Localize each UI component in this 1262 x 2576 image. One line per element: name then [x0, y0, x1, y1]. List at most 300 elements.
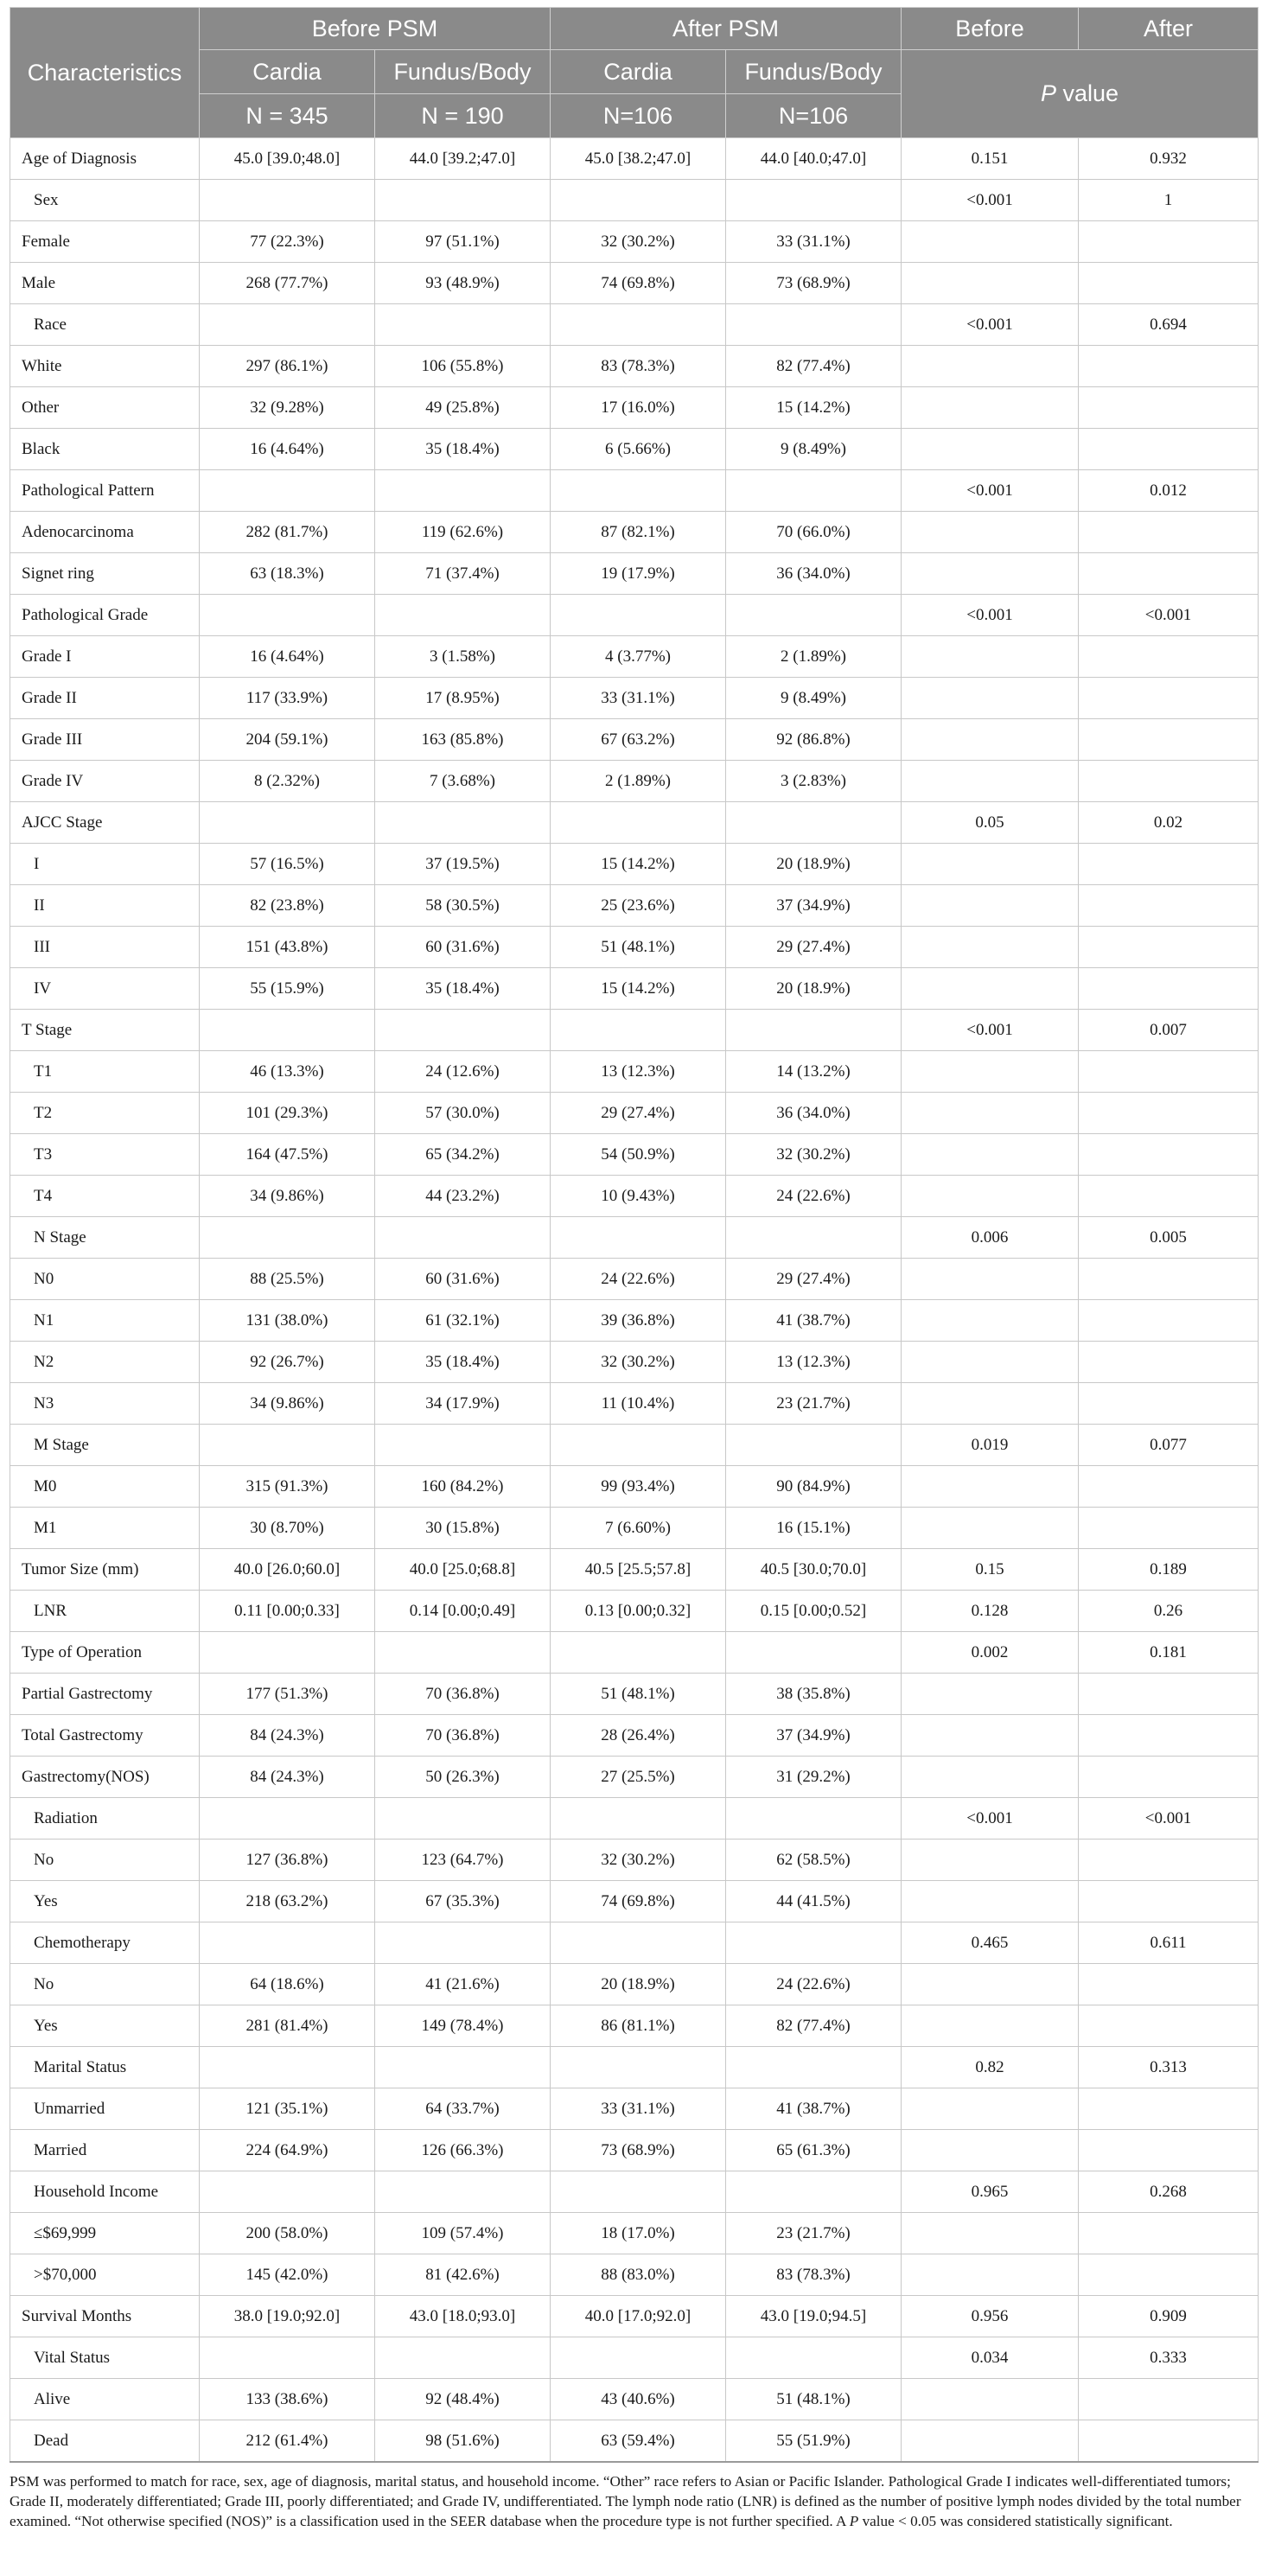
table-row — [10, 180, 1259, 221]
p-value-before — [902, 1259, 1079, 1300]
value-after-fundus — [726, 595, 902, 636]
value-before-fundus — [375, 1425, 551, 1466]
value-after-fundus: 82 (77.4%) — [726, 2005, 902, 2047]
table-row — [10, 470, 1259, 512]
p-value-before — [902, 221, 1079, 263]
table-row — [10, 263, 1259, 304]
value-after-cardia: 51 (48.1%) — [551, 927, 726, 968]
value-after-cardia: 32 (30.2%) — [551, 1342, 726, 1383]
value-before-fundus: 97 (51.1%) — [375, 221, 551, 263]
p-value-before — [902, 553, 1079, 595]
value-before-cardia — [200, 180, 375, 221]
p-value-after: 0.268 — [1079, 2171, 1259, 2213]
value-before-fundus: 70 (36.8%) — [375, 1715, 551, 1757]
table-row — [10, 927, 1259, 968]
p-value-after — [1079, 1176, 1259, 1217]
value-before-fundus: 65 (34.2%) — [375, 1134, 551, 1176]
value-after-fundus — [726, 1217, 902, 1259]
value-before-fundus: 17 (8.95%) — [375, 678, 551, 719]
value-before-cardia: 224 (64.9%) — [200, 2130, 375, 2171]
value-after-cardia — [551, 2047, 726, 2088]
header-p-value — [902, 50, 1259, 138]
value-after-fundus: 14 (13.2%) — [726, 1051, 902, 1093]
value-after-cardia: 39 (36.8%) — [551, 1300, 726, 1342]
header-after-psm: After PSM — [551, 8, 902, 50]
value-after-fundus: 70 (66.0%) — [726, 512, 902, 553]
p-value-before — [902, 387, 1079, 429]
value-after-cardia — [551, 1922, 726, 1964]
value-before-fundus: 64 (33.7%) — [375, 2088, 551, 2130]
value-before-fundus — [375, 2171, 551, 2213]
p-value-after — [1079, 1964, 1259, 2005]
table-row — [10, 1342, 1259, 1383]
value-after-fundus: 37 (34.9%) — [726, 885, 902, 927]
row-label: T Stage — [10, 1010, 200, 1051]
value-after-fundus: 44.0 [40.0;47.0] — [726, 138, 902, 180]
value-after-fundus: 24 (22.6%) — [726, 1964, 902, 2005]
value-after-fundus — [726, 802, 902, 844]
row-label: III — [10, 927, 200, 968]
p-value-before: <0.001 — [902, 1010, 1079, 1051]
value-after-fundus — [726, 2047, 902, 2088]
p-value-after — [1079, 719, 1259, 761]
p-value-before: 0.006 — [902, 1217, 1079, 1259]
header-fundus-before: Fundus/Body — [375, 50, 551, 94]
table-row — [10, 1425, 1259, 1466]
table-header — [10, 8, 1259, 138]
value-before-fundus — [375, 2337, 551, 2379]
value-after-cardia: 99 (93.4%) — [551, 1466, 726, 1508]
value-after-cardia — [551, 304, 726, 346]
row-label: AJCC Stage — [10, 802, 200, 844]
table-row — [10, 512, 1259, 553]
row-label: Adenocarcinoma — [10, 512, 200, 553]
value-after-cardia: 28 (26.4%) — [551, 1715, 726, 1757]
p-value-after — [1079, 1051, 1259, 1093]
table-row — [10, 1632, 1259, 1674]
row-label: Sex — [10, 180, 200, 221]
table-row — [10, 2337, 1259, 2379]
row-label: Survival Months — [10, 2296, 200, 2337]
value-before-cardia — [200, 1010, 375, 1051]
p-value-after — [1079, 263, 1259, 304]
value-before-fundus: 34 (17.9%) — [375, 1383, 551, 1425]
row-label: Dead — [10, 2420, 200, 2463]
row-label: Male — [10, 263, 200, 304]
p-value-before — [902, 1176, 1079, 1217]
value-before-cardia: 64 (18.6%) — [200, 1964, 375, 2005]
table-row — [10, 2379, 1259, 2420]
value-before-fundus: 60 (31.6%) — [375, 927, 551, 968]
row-label: IV — [10, 968, 200, 1010]
value-after-fundus: 90 (84.9%) — [726, 1466, 902, 1508]
value-before-fundus — [375, 1217, 551, 1259]
value-after-cardia — [551, 1010, 726, 1051]
table-row — [10, 1964, 1259, 2005]
value-after-cardia: 54 (50.9%) — [551, 1134, 726, 1176]
value-after-cardia: 67 (63.2%) — [551, 719, 726, 761]
value-after-cardia: 88 (83.0%) — [551, 2254, 726, 2296]
p-value-after: 0.333 — [1079, 2337, 1259, 2379]
value-after-cardia: 86 (81.1%) — [551, 2005, 726, 2047]
p-value-after: 0.26 — [1079, 1591, 1259, 1632]
value-before-cardia: 145 (42.0%) — [200, 2254, 375, 2296]
p-value-after — [1079, 1674, 1259, 1715]
header-before-psm: Before PSM — [200, 8, 551, 50]
p-value-after — [1079, 2088, 1259, 2130]
p-value-after — [1079, 1134, 1259, 1176]
row-label: T3 — [10, 1134, 200, 1176]
table-row — [10, 2130, 1259, 2171]
value-before-fundus: 44 (23.2%) — [375, 1176, 551, 1217]
value-after-cardia: 15 (14.2%) — [551, 844, 726, 885]
row-label: T1 — [10, 1051, 200, 1093]
value-after-cardia: 25 (23.6%) — [551, 885, 726, 927]
value-before-cardia: 282 (81.7%) — [200, 512, 375, 553]
row-label: Gastrectomy(NOS) — [10, 1757, 200, 1798]
p-value-after — [1079, 1881, 1259, 1922]
table-row — [10, 1176, 1259, 1217]
value-before-cardia: 133 (38.6%) — [200, 2379, 375, 2420]
value-before-cardia: 164 (47.5%) — [200, 1134, 375, 1176]
value-after-fundus: 37 (34.9%) — [726, 1715, 902, 1757]
p-value-before: <0.001 — [902, 304, 1079, 346]
p-value-before: 0.15 — [902, 1549, 1079, 1591]
table-footnote — [10, 2471, 1254, 2531]
p-value-before: 0.956 — [902, 2296, 1079, 2337]
value-before-cardia — [200, 1425, 375, 1466]
header-cardia-after: Cardia — [551, 50, 726, 94]
value-after-cardia: 7 (6.60%) — [551, 1508, 726, 1549]
value-after-fundus: 36 (34.0%) — [726, 1093, 902, 1134]
header-fundus-after: Fundus/Body — [726, 50, 902, 94]
p-value-after: <0.001 — [1079, 1798, 1259, 1840]
value-before-cardia: 117 (33.9%) — [200, 678, 375, 719]
value-after-fundus: 41 (38.7%) — [726, 2088, 902, 2130]
p-value-after — [1079, 2130, 1259, 2171]
value-before-cardia: 218 (63.2%) — [200, 1881, 375, 1922]
table-row — [10, 595, 1259, 636]
value-before-cardia: 177 (51.3%) — [200, 1674, 375, 1715]
row-label: Yes — [10, 2005, 200, 2047]
value-after-fundus: 23 (21.7%) — [726, 2213, 902, 2254]
table-row — [10, 304, 1259, 346]
value-before-fundus: 92 (48.4%) — [375, 2379, 551, 2420]
p-value-before — [902, 1674, 1079, 1715]
p-value-before — [902, 429, 1079, 470]
p-value-after: 0.007 — [1079, 1010, 1259, 1051]
row-label: Married — [10, 2130, 200, 2171]
value-before-fundus: 81 (42.6%) — [375, 2254, 551, 2296]
value-after-fundus — [726, 1632, 902, 1674]
value-after-fundus: 2 (1.89%) — [726, 636, 902, 678]
row-label: Household Income — [10, 2171, 200, 2213]
row-label: N3 — [10, 1383, 200, 1425]
value-after-cardia: 87 (82.1%) — [551, 512, 726, 553]
table-row — [10, 2254, 1259, 2296]
value-before-cardia: 40.0 [26.0;60.0] — [200, 1549, 375, 1591]
value-before-fundus: 67 (35.3%) — [375, 1881, 551, 1922]
table-body — [10, 138, 1259, 2463]
p-value-before: <0.001 — [902, 1798, 1079, 1840]
header-before: Before — [902, 8, 1079, 50]
value-after-fundus — [726, 1798, 902, 1840]
p-value-before — [902, 1508, 1079, 1549]
table-row — [10, 1508, 1259, 1549]
p-value-after — [1079, 221, 1259, 263]
p-value-after: 0.932 — [1079, 138, 1259, 180]
value-before-cardia: 200 (58.0%) — [200, 2213, 375, 2254]
table-row — [10, 1466, 1259, 1508]
value-after-cardia: 13 (12.3%) — [551, 1051, 726, 1093]
value-before-cardia — [200, 2171, 375, 2213]
value-before-fundus — [375, 304, 551, 346]
value-after-fundus: 55 (51.9%) — [726, 2420, 902, 2463]
value-after-cardia: 20 (18.9%) — [551, 1964, 726, 2005]
table-row — [10, 387, 1259, 429]
p-value-before — [902, 719, 1079, 761]
value-before-fundus: 61 (32.1%) — [375, 1300, 551, 1342]
value-after-cardia: 40.0 [17.0;92.0] — [551, 2296, 726, 2337]
row-label: Chemotherapy — [10, 1922, 200, 1964]
value-before-fundus: 98 (51.6%) — [375, 2420, 551, 2463]
table-row — [10, 719, 1259, 761]
value-before-cardia — [200, 1922, 375, 1964]
row-label: No — [10, 1840, 200, 1881]
row-label: Grade I — [10, 636, 200, 678]
value-before-cardia: 63 (18.3%) — [200, 553, 375, 595]
value-before-fundus: 24 (12.6%) — [375, 1051, 551, 1093]
p-value-after: 0.909 — [1079, 2296, 1259, 2337]
header-n-after-fundus: N=106 — [726, 94, 902, 138]
header-n-before-fundus: N = 190 — [375, 94, 551, 138]
value-after-cardia: 32 (30.2%) — [551, 1840, 726, 1881]
p-value-before: 0.965 — [902, 2171, 1079, 2213]
table-row — [10, 1674, 1259, 1715]
p-value-after — [1079, 761, 1259, 802]
p-value-before: <0.001 — [902, 180, 1079, 221]
table-row — [10, 885, 1259, 927]
value-after-fundus: 38 (35.8%) — [726, 1674, 902, 1715]
value-before-fundus: 41 (21.6%) — [375, 1964, 551, 2005]
row-label: Tumor Size (mm) — [10, 1549, 200, 1591]
table-row — [10, 844, 1259, 885]
row-label: Pathological Grade — [10, 595, 200, 636]
value-after-fundus: 44 (41.5%) — [726, 1881, 902, 1922]
header-n-before-cardia: N = 345 — [200, 94, 375, 138]
value-before-cardia — [200, 304, 375, 346]
row-label: Female — [10, 221, 200, 263]
value-before-fundus: 44.0 [39.2;47.0] — [375, 138, 551, 180]
value-after-cardia: 17 (16.0%) — [551, 387, 726, 429]
p-value-before — [902, 2379, 1079, 2420]
value-before-fundus: 35 (18.4%) — [375, 968, 551, 1010]
p-value-after: 0.694 — [1079, 304, 1259, 346]
row-label: Type of Operation — [10, 1632, 200, 1674]
table-row — [10, 802, 1259, 844]
table-row — [10, 2213, 1259, 2254]
p-value-before: 0.05 — [902, 802, 1079, 844]
row-label: Signet ring — [10, 553, 200, 595]
value-before-fundus — [375, 595, 551, 636]
value-after-cardia: 11 (10.4%) — [551, 1383, 726, 1425]
p-value-before — [902, 761, 1079, 802]
p-value-before — [902, 1342, 1079, 1383]
row-label: M0 — [10, 1466, 200, 1508]
value-after-fundus — [726, 2171, 902, 2213]
p-value-before — [902, 844, 1079, 885]
value-before-fundus: 7 (3.68%) — [375, 761, 551, 802]
table-row — [10, 2005, 1259, 2047]
row-label: II — [10, 885, 200, 927]
p-value-before — [902, 1300, 1079, 1342]
row-label: Pathological Pattern — [10, 470, 200, 512]
table-row — [10, 1383, 1259, 1425]
p-value-before — [902, 1715, 1079, 1757]
value-after-cardia — [551, 2171, 726, 2213]
row-label: Other — [10, 387, 200, 429]
value-after-cardia — [551, 2337, 726, 2379]
p-value-after: 0.02 — [1079, 802, 1259, 844]
p-value-after — [1079, 1840, 1259, 1881]
value-before-cardia: 46 (13.3%) — [200, 1051, 375, 1093]
table-row — [10, 2420, 1259, 2463]
row-label: Vital Status — [10, 2337, 200, 2379]
row-label: ≤$69,999 — [10, 2213, 200, 2254]
header-cardia-before: Cardia — [200, 50, 375, 94]
value-before-cardia — [200, 1798, 375, 1840]
value-after-fundus — [726, 2337, 902, 2379]
value-after-cardia — [551, 180, 726, 221]
p-value-before: <0.001 — [902, 470, 1079, 512]
value-before-cardia: 45.0 [39.0;48.0] — [200, 138, 375, 180]
value-after-fundus: 24 (22.6%) — [726, 1176, 902, 1217]
value-before-fundus: 58 (30.5%) — [375, 885, 551, 927]
p-value-after — [1079, 678, 1259, 719]
value-after-fundus: 29 (27.4%) — [726, 1259, 902, 1300]
p-value-after — [1079, 553, 1259, 595]
value-after-fundus: 82 (77.4%) — [726, 346, 902, 387]
table-row — [10, 1259, 1259, 1300]
value-after-cardia: 2 (1.89%) — [551, 761, 726, 802]
p-value-after — [1079, 844, 1259, 885]
p-value-after — [1079, 1383, 1259, 1425]
value-before-fundus: 123 (64.7%) — [375, 1840, 551, 1881]
value-after-fundus — [726, 1010, 902, 1051]
value-before-cardia: 204 (59.1%) — [200, 719, 375, 761]
p-value-after — [1079, 968, 1259, 1010]
value-before-fundus — [375, 1922, 551, 1964]
value-before-cardia: 127 (36.8%) — [200, 1840, 375, 1881]
p-value-before: 0.151 — [902, 138, 1079, 180]
row-label: Black — [10, 429, 200, 470]
p-value-before — [902, 636, 1079, 678]
row-label: Grade II — [10, 678, 200, 719]
value-before-fundus — [375, 1632, 551, 1674]
value-after-cardia — [551, 1798, 726, 1840]
p-value-after — [1079, 1259, 1259, 1300]
p-value-before — [902, 1383, 1079, 1425]
value-after-cardia: 24 (22.6%) — [551, 1259, 726, 1300]
p-value-after — [1079, 1715, 1259, 1757]
table-row — [10, 1217, 1259, 1259]
table-row — [10, 1591, 1259, 1632]
value-before-cardia: 212 (61.4%) — [200, 2420, 375, 2463]
table-container — [10, 7, 1258, 2531]
value-before-cardia: 281 (81.4%) — [200, 2005, 375, 2047]
value-before-cardia: 57 (16.5%) — [200, 844, 375, 885]
value-after-cardia: 18 (17.0%) — [551, 2213, 726, 2254]
value-before-fundus: 37 (19.5%) — [375, 844, 551, 885]
value-before-fundus — [375, 1010, 551, 1051]
value-after-fundus: 83 (78.3%) — [726, 2254, 902, 2296]
value-after-fundus — [726, 1425, 902, 1466]
value-after-cardia: 40.5 [25.5;57.8] — [551, 1549, 726, 1591]
p-value-before — [902, 885, 1079, 927]
p-value-before — [902, 1466, 1079, 1508]
value-before-fundus: 106 (55.8%) — [375, 346, 551, 387]
p-value-after — [1079, 885, 1259, 927]
value-after-fundus: 31 (29.2%) — [726, 1757, 902, 1798]
row-label: Marital Status — [10, 2047, 200, 2088]
table-row — [10, 1010, 1259, 1051]
row-label: Grade IV — [10, 761, 200, 802]
value-before-cardia — [200, 2047, 375, 2088]
table-row — [10, 2088, 1259, 2130]
value-after-fundus: 51 (48.1%) — [726, 2379, 902, 2420]
value-before-cardia: 315 (91.3%) — [200, 1466, 375, 1508]
p-value-after — [1079, 2213, 1259, 2254]
table-row — [10, 761, 1259, 802]
p-value-after — [1079, 1466, 1259, 1508]
p-value-after — [1079, 636, 1259, 678]
value-after-cardia: 45.0 [38.2;47.0] — [551, 138, 726, 180]
p-value-before — [902, 1964, 1079, 2005]
table-row — [10, 553, 1259, 595]
value-after-fundus: 43.0 [19.0;94.5] — [726, 2296, 902, 2337]
value-after-cardia: 74 (69.8%) — [551, 263, 726, 304]
value-after-fundus — [726, 470, 902, 512]
value-before-fundus: 30 (15.8%) — [375, 1508, 551, 1549]
p-value-before — [902, 2005, 1079, 2047]
p-value-after — [1079, 1757, 1259, 1798]
value-after-fundus: 0.15 [0.00;0.52] — [726, 1591, 902, 1632]
value-after-cardia: 10 (9.43%) — [551, 1176, 726, 1217]
value-after-cardia: 15 (14.2%) — [551, 968, 726, 1010]
value-before-fundus: 93 (48.9%) — [375, 263, 551, 304]
value-after-fundus: 41 (38.7%) — [726, 1300, 902, 1342]
value-before-fundus — [375, 1798, 551, 1840]
table-row — [10, 429, 1259, 470]
value-after-fundus: 20 (18.9%) — [726, 968, 902, 1010]
value-before-cardia: 77 (22.3%) — [200, 221, 375, 263]
value-before-fundus: 109 (57.4%) — [375, 2213, 551, 2254]
p-value-after: 0.005 — [1079, 1217, 1259, 1259]
p-value-after: 0.313 — [1079, 2047, 1259, 2088]
value-before-fundus: 57 (30.0%) — [375, 1093, 551, 1134]
table-row — [10, 2171, 1259, 2213]
row-label: Yes — [10, 1881, 200, 1922]
value-before-fundus: 43.0 [18.0;93.0] — [375, 2296, 551, 2337]
table-row — [10, 678, 1259, 719]
row-label: N2 — [10, 1342, 200, 1383]
value-before-fundus: 160 (84.2%) — [375, 1466, 551, 1508]
value-after-fundus: 36 (34.0%) — [726, 553, 902, 595]
row-label: T4 — [10, 1176, 200, 1217]
value-before-cardia: 16 (4.64%) — [200, 429, 375, 470]
value-before-cardia: 88 (25.5%) — [200, 1259, 375, 1300]
value-before-cardia: 121 (35.1%) — [200, 2088, 375, 2130]
